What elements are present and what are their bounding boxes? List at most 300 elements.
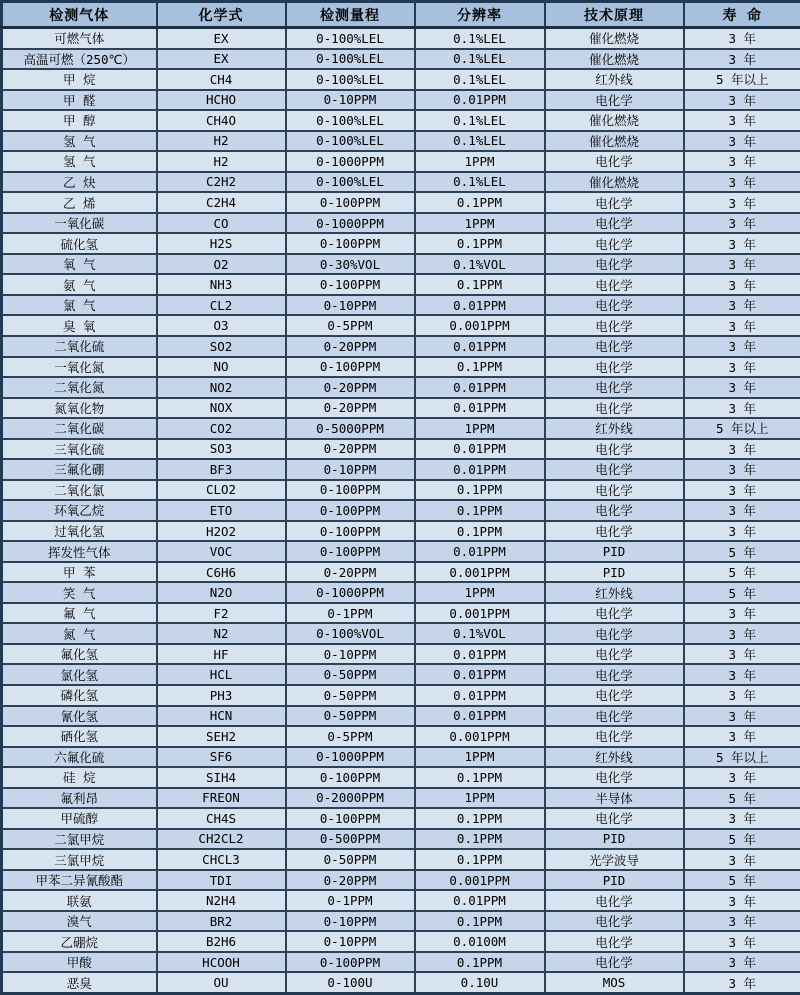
cell-lifespan: 3 年 [684,603,800,624]
cell-formula: C6H6 [157,562,286,583]
cell-formula: CH2CL2 [157,829,286,850]
table-row [2,172,800,193]
cell-lifespan: 3 年 [684,521,800,542]
cell-resolution: 1PPM [415,151,545,172]
cell-range: 0-50PPM [286,849,415,870]
cell-principle: 电化学 [545,685,684,706]
cell-resolution: 0.1PPM [415,500,545,521]
table-row [2,767,800,788]
table-row [2,274,800,295]
cell-range: 0-20PPM [286,377,415,398]
cell-formula: SIH4 [157,767,286,788]
table-body [2,28,800,994]
cell-lifespan: 3 年 [684,726,800,747]
cell-principle: 电化学 [545,233,684,254]
cell-principle: 电化学 [545,767,684,788]
cell-principle: 电化学 [545,911,684,932]
cell-lifespan: 3 年 [684,336,800,357]
cell-principle: 催化燃烧 [545,131,684,152]
cell-gas-name: 三氧化硫 [2,439,157,460]
cell-resolution: 0.01PPM [415,664,545,685]
cell-range: 0-100%LEL [286,28,415,49]
cell-principle: 电化学 [545,952,684,973]
table-row [2,131,800,152]
column-header-gas: 检测气体 [2,2,157,28]
cell-formula: SEH2 [157,726,286,747]
cell-gas-name: 乙硼烷 [2,931,157,952]
cell-lifespan: 3 年 [684,931,800,952]
cell-formula: NOX [157,398,286,419]
cell-resolution: 0.01PPM [415,295,545,316]
cell-range: 0-100PPM [286,274,415,295]
cell-range: 0-10PPM [286,911,415,932]
cell-formula: N2O [157,582,286,603]
cell-lifespan: 3 年 [684,254,800,275]
cell-lifespan: 3 年 [684,623,800,644]
cell-resolution: 0.1%LEL [415,49,545,70]
table-row [2,28,800,49]
cell-principle: 电化学 [545,459,684,480]
cell-gas-name: 一氧化碳 [2,213,157,234]
cell-range: 0-100PPM [286,541,415,562]
cell-resolution: 1PPM [415,788,545,809]
column-header-range: 检测量程 [286,2,415,28]
cell-gas-name: 高温可燃（250℃） [2,49,157,70]
cell-gas-name: 甲硫醇 [2,808,157,829]
cell-gas-name: 磷化氢 [2,685,157,706]
cell-range: 0-10PPM [286,931,415,952]
cell-formula: HCOOH [157,952,286,973]
cell-gas-name: 甲 醇 [2,110,157,131]
cell-range: 0-100PPM [286,192,415,213]
cell-formula: EX [157,28,286,49]
cell-range: 0-1PPM [286,603,415,624]
cell-gas-name: 氯化氢 [2,664,157,685]
cell-formula: SF6 [157,747,286,768]
cell-range: 0-100PPM [286,952,415,973]
cell-gas-name: 甲 苯 [2,562,157,583]
cell-gas-name: 氮 气 [2,623,157,644]
cell-gas-name: 氯 气 [2,295,157,316]
cell-principle: 电化学 [545,377,684,398]
cell-range: 0-100PPM [286,521,415,542]
cell-gas-name: 挥发性气体 [2,541,157,562]
cell-principle: 电化学 [545,315,684,336]
cell-formula: PH3 [157,685,286,706]
cell-resolution: 0.01PPM [415,685,545,706]
cell-range: 0-1000PPM [286,151,415,172]
cell-gas-name: 氧 气 [2,254,157,275]
cell-gas-name: 二氧化氯 [2,480,157,501]
cell-principle: 红外线 [545,582,684,603]
cell-lifespan: 3 年 [684,28,800,49]
cell-formula: VOC [157,541,286,562]
table-row [2,931,800,952]
table-row [2,254,800,275]
table-row [2,315,800,336]
cell-principle: PID [545,829,684,850]
cell-range: 0-10PPM [286,459,415,480]
cell-principle: 电化学 [545,623,684,644]
cell-formula: SO3 [157,439,286,460]
cell-gas-name: 乙 烯 [2,192,157,213]
cell-resolution: 0.01PPM [415,439,545,460]
cell-gas-name: 硒化氢 [2,726,157,747]
cell-lifespan: 5 年以上 [684,418,800,439]
cell-resolution: 1PPM [415,213,545,234]
cell-formula: HF [157,644,286,665]
cell-principle: PID [545,870,684,891]
table-row [2,192,800,213]
cell-formula: FREON [157,788,286,809]
cell-resolution: 0.01PPM [415,890,545,911]
cell-principle: 电化学 [545,726,684,747]
column-header-formula: 化学式 [157,2,286,28]
cell-lifespan: 3 年 [684,500,800,521]
cell-lifespan: 3 年 [684,151,800,172]
table-row [2,541,800,562]
cell-resolution: 0.01PPM [415,459,545,480]
cell-range: 0-500PPM [286,829,415,850]
cell-range: 0-20PPM [286,336,415,357]
cell-principle: 催化燃烧 [545,28,684,49]
table-row [2,747,800,768]
cell-gas-name: 氟化氢 [2,644,157,665]
cell-gas-name: 甲 醛 [2,90,157,111]
cell-formula: OU [157,972,286,993]
cell-gas-name: 三氟化硼 [2,459,157,480]
cell-resolution: 0.1PPM [415,274,545,295]
table-row [2,357,800,378]
cell-gas-name: 环氧乙烷 [2,500,157,521]
table-row [2,49,800,70]
cell-gas-name: 二氧化硫 [2,336,157,357]
cell-resolution: 0.01PPM [415,706,545,727]
cell-formula: NO2 [157,377,286,398]
cell-range: 0-100PPM [286,500,415,521]
table-row [2,418,800,439]
cell-principle: 光学波导 [545,849,684,870]
cell-formula: SO2 [157,336,286,357]
table-row [2,151,800,172]
table-row [2,398,800,419]
cell-gas-name: 溴气 [2,911,157,932]
cell-lifespan: 3 年 [684,315,800,336]
cell-range: 0-5PPM [286,315,415,336]
cell-lifespan: 3 年 [684,49,800,70]
cell-principle: 电化学 [545,295,684,316]
cell-gas-name: 可燃气体 [2,28,157,49]
cell-resolution: 0.1PPM [415,829,545,850]
cell-range: 0-100%VOL [286,623,415,644]
cell-lifespan: 5 年 [684,582,800,603]
cell-principle: PID [545,562,684,583]
cell-principle: 电化学 [545,213,684,234]
cell-gas-name: 三氯甲烷 [2,849,157,870]
cell-formula: CO2 [157,418,286,439]
cell-lifespan: 5 年 [684,562,800,583]
cell-principle: 电化学 [545,480,684,501]
cell-principle: 电化学 [545,603,684,624]
cell-gas-name: 甲 烷 [2,69,157,90]
table-row [2,890,800,911]
cell-lifespan: 5 年以上 [684,69,800,90]
cell-lifespan: 3 年 [684,706,800,727]
table-row [2,788,800,809]
cell-resolution: 0.1%VOL [415,254,545,275]
cell-lifespan: 3 年 [684,972,800,993]
cell-formula: BR2 [157,911,286,932]
table-row [2,90,800,111]
cell-principle: 电化学 [545,706,684,727]
cell-resolution: 0.01PPM [415,541,545,562]
cell-lifespan: 3 年 [684,172,800,193]
cell-formula: F2 [157,603,286,624]
cell-formula: HCN [157,706,286,727]
cell-lifespan: 5 年 [684,829,800,850]
cell-range: 0-30%VOL [286,254,415,275]
cell-resolution: 0.001PPM [415,870,545,891]
cell-principle: 电化学 [545,254,684,275]
cell-range: 0-100%LEL [286,110,415,131]
cell-formula: N2H4 [157,890,286,911]
cell-lifespan: 3 年 [684,644,800,665]
cell-range: 0-1PPM [286,890,415,911]
cell-gas-name: 硅 烷 [2,767,157,788]
cell-gas-name: 氮氧化物 [2,398,157,419]
cell-lifespan: 3 年 [684,439,800,460]
cell-lifespan: 3 年 [684,890,800,911]
cell-principle: 电化学 [545,931,684,952]
table-row [2,480,800,501]
cell-range: 0-2000PPM [286,788,415,809]
cell-lifespan: 3 年 [684,274,800,295]
cell-resolution: 0.1%LEL [415,131,545,152]
cell-gas-name: 过氧化氢 [2,521,157,542]
table-row [2,521,800,542]
cell-gas-name: 硫化氢 [2,233,157,254]
cell-formula: C2H2 [157,172,286,193]
cell-lifespan: 3 年 [684,911,800,932]
table-row [2,870,800,891]
table-row [2,644,800,665]
cell-range: 0-100PPM [286,767,415,788]
column-header-resolution: 分辨率 [415,2,545,28]
cell-resolution: 0.1%VOL [415,623,545,644]
cell-principle: 半导体 [545,788,684,809]
cell-range: 0-10PPM [286,90,415,111]
table-row [2,295,800,316]
cell-range: 0-5000PPM [286,418,415,439]
cell-range: 0-1000PPM [286,213,415,234]
cell-lifespan: 3 年 [684,110,800,131]
cell-formula: CHCL3 [157,849,286,870]
cell-resolution: 0.001PPM [415,726,545,747]
cell-range: 0-100%LEL [286,49,415,70]
cell-range: 0-100U [286,972,415,993]
cell-resolution: 1PPM [415,418,545,439]
cell-resolution: 0.01PPM [415,336,545,357]
cell-formula: CL2 [157,295,286,316]
cell-resolution: 1PPM [415,747,545,768]
header-row [2,2,800,28]
cell-resolution: 0.01PPM [415,377,545,398]
cell-principle: 红外线 [545,69,684,90]
cell-formula: H2S [157,233,286,254]
cell-lifespan: 3 年 [684,90,800,111]
table-row [2,808,800,829]
cell-range: 0-20PPM [286,398,415,419]
cell-formula: O3 [157,315,286,336]
cell-range: 0-20PPM [286,562,415,583]
column-header-lifespan: 寿 命 [684,2,800,28]
cell-formula: CH4S [157,808,286,829]
cell-principle: 电化学 [545,644,684,665]
cell-lifespan: 3 年 [684,480,800,501]
cell-resolution: 0.1PPM [415,911,545,932]
cell-resolution: 0.0100M [415,931,545,952]
cell-gas-name: 二氧化氮 [2,377,157,398]
cell-range: 0-50PPM [286,706,415,727]
cell-formula: BF3 [157,459,286,480]
cell-lifespan: 3 年 [684,357,800,378]
cell-formula: NO [157,357,286,378]
cell-range: 0-20PPM [286,870,415,891]
cell-lifespan: 3 年 [684,459,800,480]
cell-range: 0-100PPM [286,233,415,254]
table-row [2,911,800,932]
table-row [2,500,800,521]
cell-resolution: 0.1%LEL [415,110,545,131]
cell-resolution: 0.01PPM [415,398,545,419]
cell-formula: EX [157,49,286,70]
cell-range: 0-50PPM [286,664,415,685]
cell-formula: CH4O [157,110,286,131]
cell-principle: 催化燃烧 [545,49,684,70]
cell-range: 0-1000PPM [286,747,415,768]
cell-lifespan: 3 年 [684,664,800,685]
cell-principle: 催化燃烧 [545,172,684,193]
cell-formula: HCHO [157,90,286,111]
cell-lifespan: 3 年 [684,808,800,829]
table-row [2,213,800,234]
cell-gas-name: 氟利昂 [2,788,157,809]
cell-resolution: 0.001PPM [415,603,545,624]
cell-gas-name: 笑 气 [2,582,157,603]
cell-gas-name: 氢 气 [2,131,157,152]
cell-principle: MOS [545,972,684,993]
cell-range: 0-100%LEL [286,131,415,152]
table-row [2,562,800,583]
cell-principle: 电化学 [545,357,684,378]
cell-lifespan: 3 年 [684,398,800,419]
cell-resolution: 0.1%LEL [415,28,545,49]
cell-principle: 催化燃烧 [545,110,684,131]
cell-formula: H2 [157,151,286,172]
cell-principle: 红外线 [545,418,684,439]
cell-gas-name: 二氧化碳 [2,418,157,439]
cell-principle: PID [545,541,684,562]
table-row [2,69,800,90]
cell-lifespan: 3 年 [684,685,800,706]
cell-principle: 电化学 [545,151,684,172]
cell-gas-name: 乙 炔 [2,172,157,193]
cell-resolution: 0.001PPM [415,315,545,336]
cell-principle: 电化学 [545,274,684,295]
cell-principle: 电化学 [545,500,684,521]
cell-gas-name: 氰化氢 [2,706,157,727]
cell-lifespan: 3 年 [684,213,800,234]
cell-principle: 电化学 [545,90,684,111]
table-row [2,664,800,685]
cell-principle: 电化学 [545,398,684,419]
cell-formula: H2 [157,131,286,152]
cell-gas-name: 六氟化硫 [2,747,157,768]
cell-resolution: 0.01PPM [415,644,545,665]
column-header-principle: 技术原理 [545,2,684,28]
table-row [2,952,800,973]
cell-lifespan: 5 年 [684,788,800,809]
cell-gas-name: 联氨 [2,890,157,911]
cell-lifespan: 3 年 [684,233,800,254]
cell-formula: NH3 [157,274,286,295]
cell-gas-name: 恶臭 [2,972,157,993]
cell-lifespan: 3 年 [684,849,800,870]
cell-principle: 电化学 [545,439,684,460]
table-row [2,377,800,398]
cell-formula: N2 [157,623,286,644]
cell-formula: HCL [157,664,286,685]
cell-resolution: 0.1%LEL [415,172,545,193]
cell-range: 0-20PPM [286,439,415,460]
cell-lifespan: 5 年 [684,541,800,562]
cell-formula: CLO2 [157,480,286,501]
cell-formula: ETO [157,500,286,521]
table-row [2,849,800,870]
cell-resolution: 0.1PPM [415,233,545,254]
cell-formula: CH4 [157,69,286,90]
cell-resolution: 0.1PPM [415,808,545,829]
cell-lifespan: 3 年 [684,767,800,788]
cell-resolution: 0.1PPM [415,357,545,378]
cell-resolution: 0.1PPM [415,849,545,870]
cell-formula: C2H4 [157,192,286,213]
table-row [2,706,800,727]
cell-range: 0-100PPM [286,357,415,378]
cell-gas-name: 甲苯二异氰酸酯 [2,870,157,891]
cell-gas-name: 氟 气 [2,603,157,624]
cell-lifespan: 5 年 [684,870,800,891]
cell-lifespan: 5 年以上 [684,747,800,768]
cell-formula: B2H6 [157,931,286,952]
cell-gas-name: 一氧化氮 [2,357,157,378]
table-row [2,623,800,644]
cell-resolution: 0.1%LEL [415,69,545,90]
cell-lifespan: 3 年 [684,131,800,152]
cell-range: 0-100%LEL [286,69,415,90]
cell-formula: H2O2 [157,521,286,542]
cell-range: 0-100PPM [286,480,415,501]
table-row [2,603,800,624]
cell-resolution: 1PPM [415,582,545,603]
cell-resolution: 0.10U [415,972,545,993]
table-row [2,972,800,993]
table-row [2,582,800,603]
table-row [2,685,800,706]
cell-gas-name: 甲酸 [2,952,157,973]
cell-principle: 电化学 [545,890,684,911]
cell-lifespan: 3 年 [684,192,800,213]
